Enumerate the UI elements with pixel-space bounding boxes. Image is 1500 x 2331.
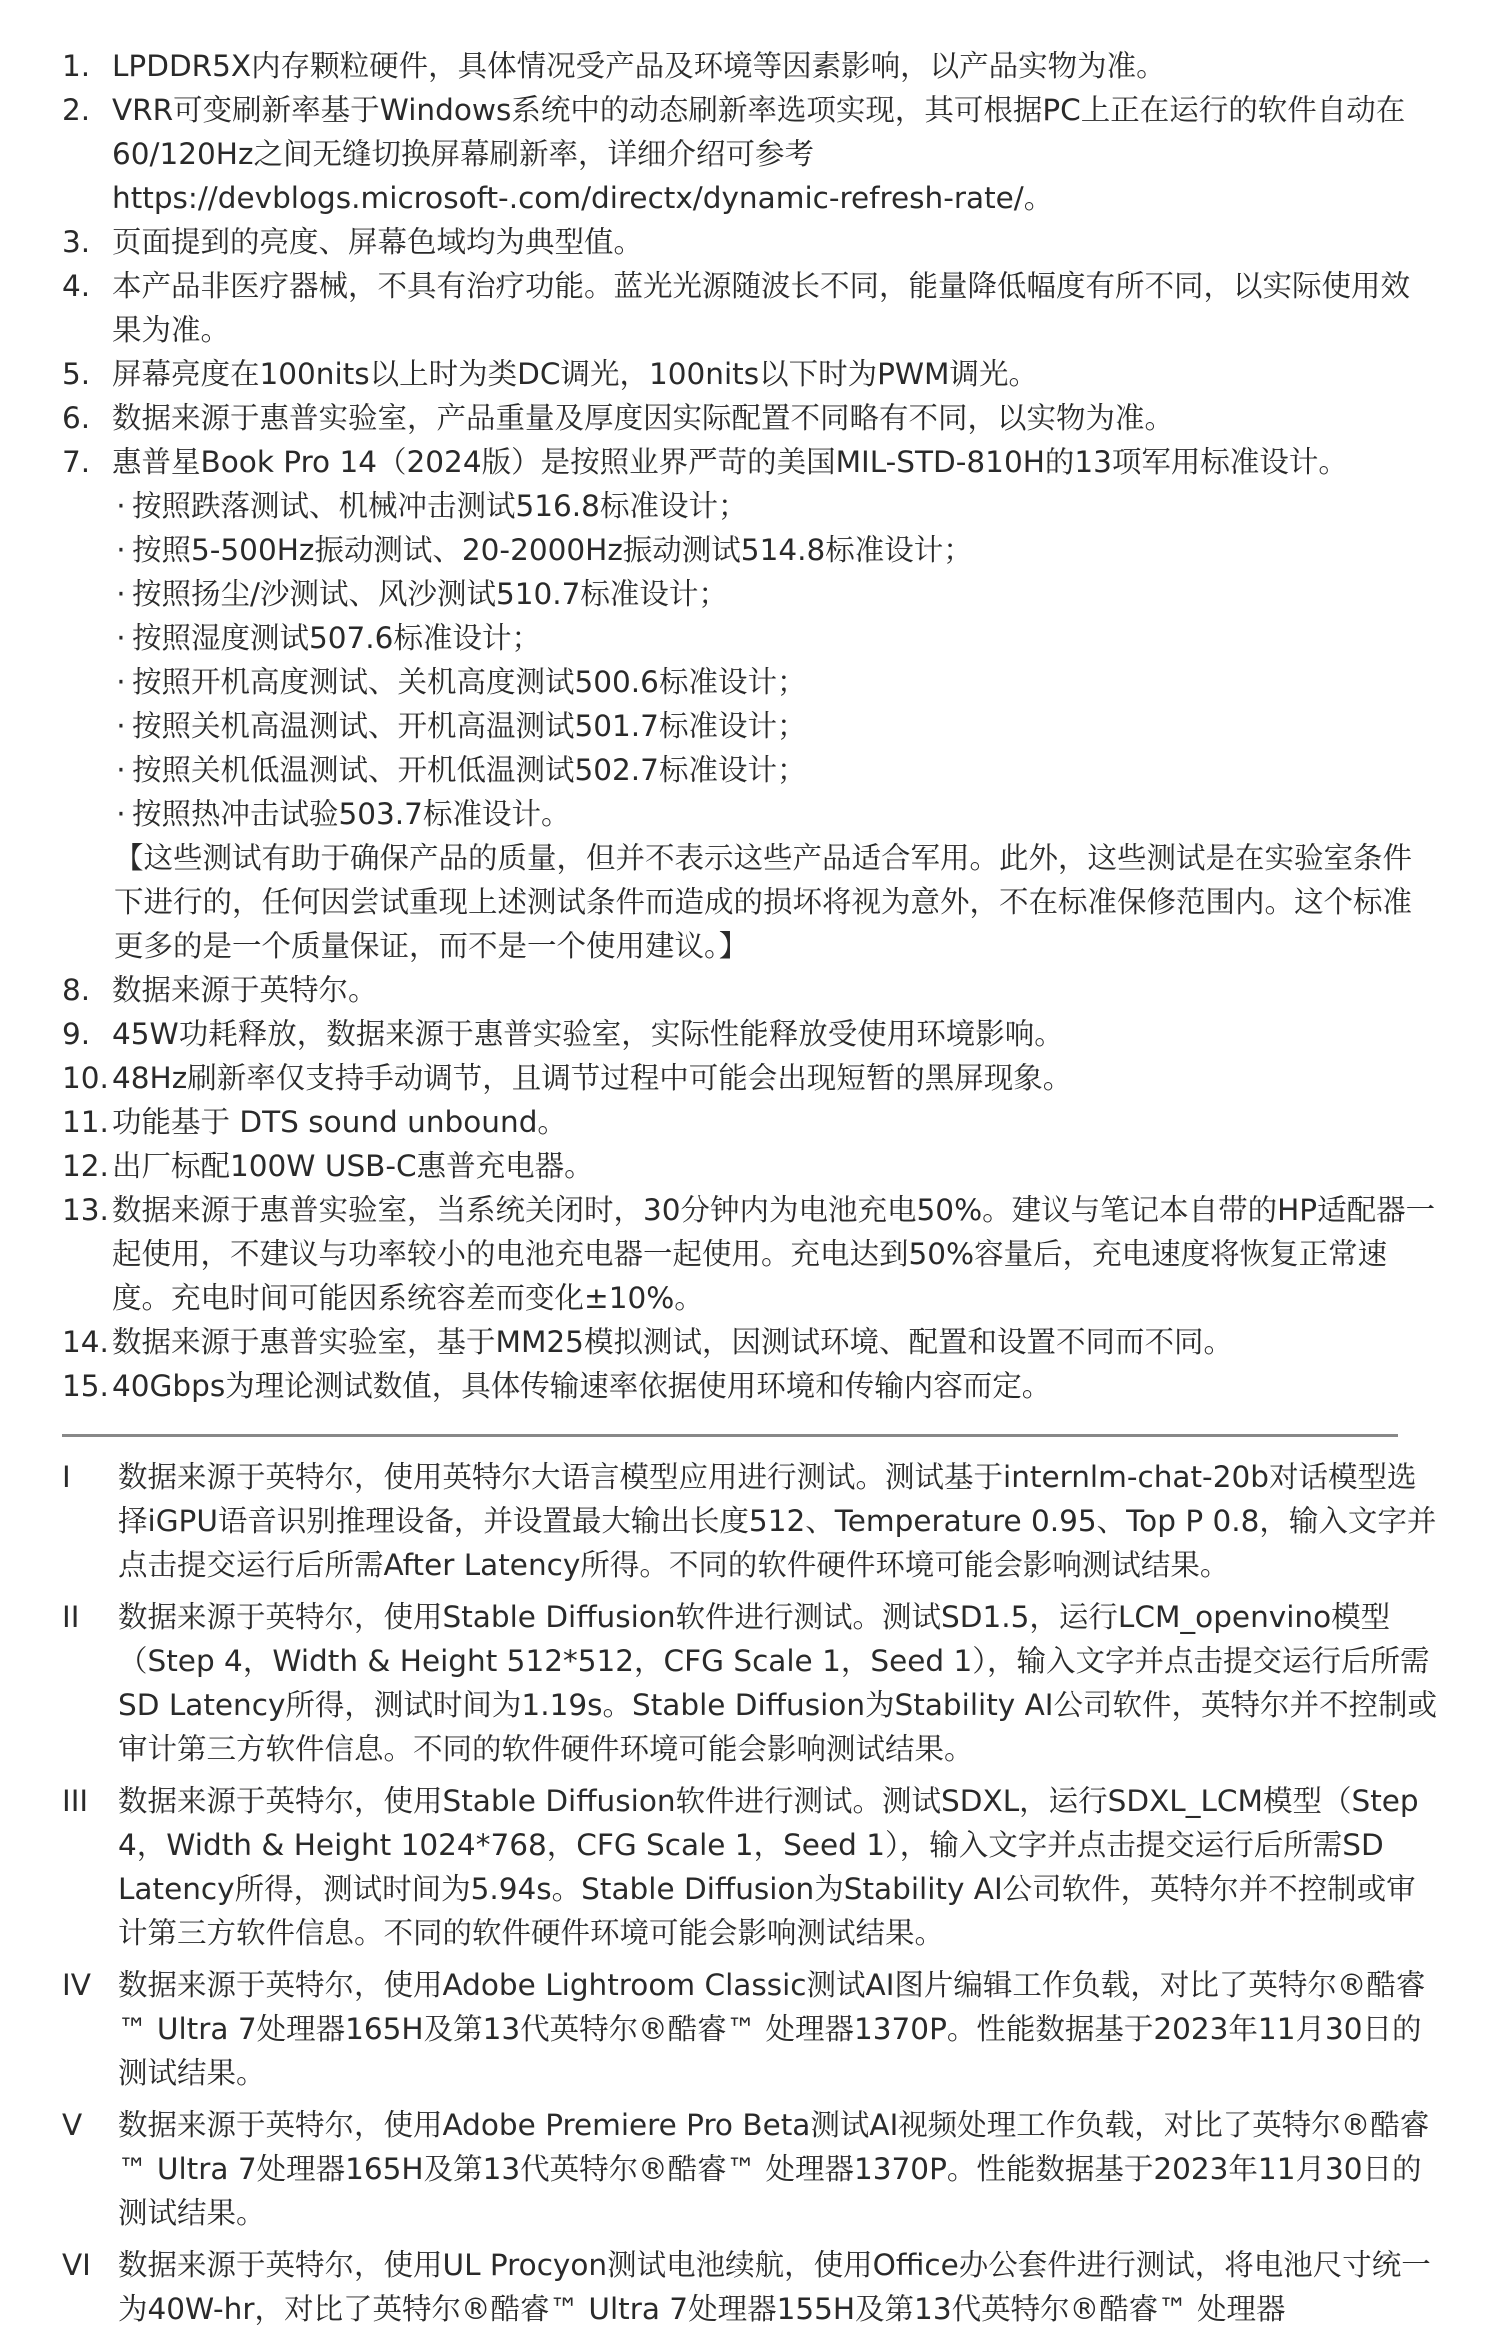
footnote-text: 数据来源于英特尔，使用Adobe Lightroom Classic测试AI图片编辑工作负载，对比了英特尔®酷睿™ Ultra 7处理器165H及第13代英特尔®酷睿™ 处理器1370P。性能数据基于2023年11月30日的测试结果。 [118, 1968, 1426, 2090]
footnote-number: II [62, 1600, 80, 1634]
sub-item [62, 528, 1438, 572]
bullet-icon: · [116, 753, 126, 787]
bullet-icon: · [116, 533, 126, 567]
footnote-number: 4. [62, 269, 91, 303]
footnote-text: 数据来源于惠普实验室，当系统关闭时，30分钟内为电池充电50%。建议与笔记本自带的HP适配器一起使用，不建议与功率较小的电池充电器一起使用。充电达到50%容量后，充电速度将恢复正常速度。充电时间可能因系统容差而变化±10%。 [112, 1193, 1436, 1315]
footnote-item [62, 1188, 1438, 1320]
footnote-item [62, 1144, 1438, 1188]
disclaimer-bracket-note: 【这些测试有助于确保产品的质量，但并不表示这些产品适合军用。此外，这些测试是在实验室条件下进行的，任何因尝试重现上述测试条件而造成的损坏将视为意外，不在标准保修范围内。这个标准更多的是一个质量保证，而不是一个使用建议。】 [114, 841, 1413, 963]
footnote-text: VRR可变刷新率基于Windows系统中的动态刷新率选项实现，其可根据PC上正在运行的软件自动在60/120Hz之间无缝切换屏幕刷新率，详细介绍可参考https://devblogs.microsoft-.com/directx/dynamic-refresh-rate/。 [112, 93, 1406, 215]
footnote-number: 11. [62, 1105, 109, 1139]
footnote-item [62, 1056, 1438, 1100]
footnote-text: 数据来源于惠普实验室，基于MM25模拟测试，因测试环境、配置和设置不同而不同。 [112, 1325, 1233, 1359]
sub-item-text: 按照关机低温测试、开机低温测试502.7标准设计； [132, 753, 807, 787]
sub-item-text: 按照湿度测试507.6标准设计； [132, 621, 541, 655]
sub-item [62, 484, 1438, 528]
footnote-number: 9. [62, 1017, 91, 1051]
footnote-item [62, 220, 1438, 264]
footnote-item [62, 352, 1438, 396]
footnote-item [62, 88, 1438, 220]
footnote-text: 45W功耗释放，数据来源于惠普实验室，实际性能释放受使用环境影响。 [112, 1017, 1064, 1051]
roman-footnote [62, 1595, 1438, 1771]
bullet-icon: · [116, 577, 126, 611]
footnote-item [62, 1364, 1438, 1408]
footnote-number: 6. [62, 401, 91, 435]
footnote-item [62, 968, 1438, 1012]
footnote-number: 1. [62, 49, 91, 83]
footnote-text: 数据来源于英特尔，使用Stable Diffusion软件进行测试。测试SD1.5，运行LCM_openvino模型（Step 4，Width & Height 512*512，CFG Scale 1，Seed 1），输入文字并点击提交运行后所需SD Latency所得，测试时间为1.19s。Stable Diffusion为Stability AI公司软件，英特尔并不控制或审计第三方软件信息。不同的软件硬件环境可能会影响测试结果。 [118, 1600, 1438, 1766]
roman-footnote [62, 2103, 1438, 2235]
footnote-item [62, 1012, 1438, 1056]
footnote-number: III [62, 1784, 89, 1818]
footnote-text: 功能基于 DTS sound unbound。 [112, 1105, 567, 1139]
footnote-text: 数据来源于英特尔，使用英特尔大语言模型应用进行测试。测试基于internlm-chat-20b对话模型选择iGPU语音识别推理设备，并设置最大输出长度512、Temperature 0.95、Top P 0.8，输入文字并点击提交运行后所需After Latency所得。不同的软件硬件环境可能会影响测试结果。 [118, 1460, 1437, 1582]
footnote-text: 数据来源于英特尔。 [112, 973, 378, 1007]
sub-item [62, 572, 1438, 616]
sub-item-text: 按照5-500Hz振动测试、20-2000Hz振动测试514.8标准设计； [132, 533, 973, 567]
roman-footnote [62, 2243, 1438, 2331]
footnote-number: IV [62, 1968, 91, 2002]
sub-item-text: 按照扬尘/沙测试、风沙测试510.7标准设计； [132, 577, 728, 611]
footnote-text: 数据来源于英特尔，使用Stable Diffusion软件进行测试。测试SDXL，运行SDXL_LCM模型（Step 4，Width & Height 1024*768，CFG Scale 1，Seed 1），输入文字并点击提交运行后所需SD Latency所得，测试时间为5.94s。Stable Diffusion为Stability AI公司软件，英特尔并不控制或审计第三方软件信息。不同的软件硬件环境可能会影响测试结果。 [118, 1784, 1419, 1950]
footnote-text: 惠普星Book Pro 14（2024版）是按照业界严苛的美国MIL-STD-810H的13项军用标准设计。 [112, 445, 1348, 479]
footnotes-list [62, 44, 1438, 484]
bullet-icon: · [116, 665, 126, 699]
footnote-item [62, 396, 1438, 440]
sub-item-text: 按照热冲击试验503.7标准设计。 [132, 797, 571, 831]
footnote-number: 15. [62, 1369, 109, 1403]
roman-footnotes-list [62, 1455, 1438, 2331]
footnote-text: 出厂标配100W USB-C惠普充电器。 [112, 1149, 594, 1183]
footnote-text: 数据来源于英特尔，使用UL Procyon测试电池续航，使用Office办公套件进行测试，将电池尺寸统一为40W-hr，对比了英特尔®酷睿™ Ultra 7处理器155H及第13代英特尔®酷睿™ 处理器 [118, 2248, 1431, 2326]
footnote-number: VI [62, 2248, 91, 2282]
footnote-number: 13. [62, 1193, 109, 1227]
footnote-number: 2. [62, 93, 91, 127]
sub-item [62, 748, 1438, 792]
footnote-number: 10. [62, 1061, 109, 1095]
footnote-text: 数据来源于惠普实验室，产品重量及厚度因实际配置不同略有不同，以实物为准。 [112, 401, 1175, 435]
bullet-icon: · [116, 797, 126, 831]
footnote-number: 8. [62, 973, 91, 1007]
roman-footnote [62, 1779, 1438, 1955]
footnote-number: 7. [62, 445, 91, 479]
footnote-text: LPDDR5X内存颗粒硬件，具体情况受产品及环境等因素影响，以产品实物为准。 [112, 49, 1166, 83]
sub-item [62, 616, 1438, 660]
footnote-text: 48Hz刷新率仅支持手动调节，且调节过程中可能会出现短暂的黑屏现象。 [112, 1061, 1073, 1095]
footnote-number: 5. [62, 357, 91, 391]
roman-footnote [62, 1963, 1438, 2095]
footnote-text: 数据来源于英特尔，使用Adobe Premiere Pro Beta测试AI视频处理工作负载，对比了英特尔®酷睿™ Ultra 7处理器165H及第13代英特尔®酷睿™ 处理器1370P。性能数据基于2023年11月30日的测试结果。 [118, 2108, 1430, 2230]
bullet-icon: · [116, 489, 126, 523]
sub-item-text: 按照开机高度测试、关机高度测试500.6标准设计； [132, 665, 807, 699]
section-divider [62, 1434, 1398, 1437]
footnote-number: 14. [62, 1325, 109, 1359]
footnote-text: 屏幕亮度在100nits以上时为类DC调光，100nits以下时为PWM调光。 [112, 357, 1038, 391]
footnote-item [62, 440, 1438, 484]
footnote-text: 40Gbps为理论测试数值，具体传输速率依据使用环境和传输内容而定。 [112, 1369, 1052, 1403]
footnote-number: 12. [62, 1149, 109, 1183]
footnote-number: V [62, 2108, 83, 2142]
footnote-item [62, 1100, 1438, 1144]
footnote-item [62, 44, 1438, 88]
sub-item [62, 660, 1438, 704]
sub-item [62, 704, 1438, 748]
sub-item-text: 按照关机高温测试、开机高温测试501.7标准设计； [132, 709, 807, 743]
roman-footnote [62, 1455, 1438, 1587]
footnote-text: 本产品非医疗器械，不具有治疗功能。蓝光光源随波长不同，能量降低幅度有所不同，以实际使用效果为准。 [112, 269, 1411, 347]
military-standard-sublist [62, 484, 1438, 836]
footnote-number: I [62, 1460, 71, 1494]
footnotes-list-continued [62, 968, 1438, 1408]
footnote-text: 页面提到的亮度、屏幕色域均为典型值。 [112, 225, 644, 259]
bullet-icon: · [116, 709, 126, 743]
sub-item [62, 792, 1438, 836]
bullet-icon: · [116, 621, 126, 655]
footnote-number: 3. [62, 225, 91, 259]
footnote-item [62, 1320, 1438, 1364]
footnote-item [62, 264, 1438, 352]
sub-item-text: 按照跌落测试、机械冲击测试516.8标准设计； [132, 489, 748, 523]
